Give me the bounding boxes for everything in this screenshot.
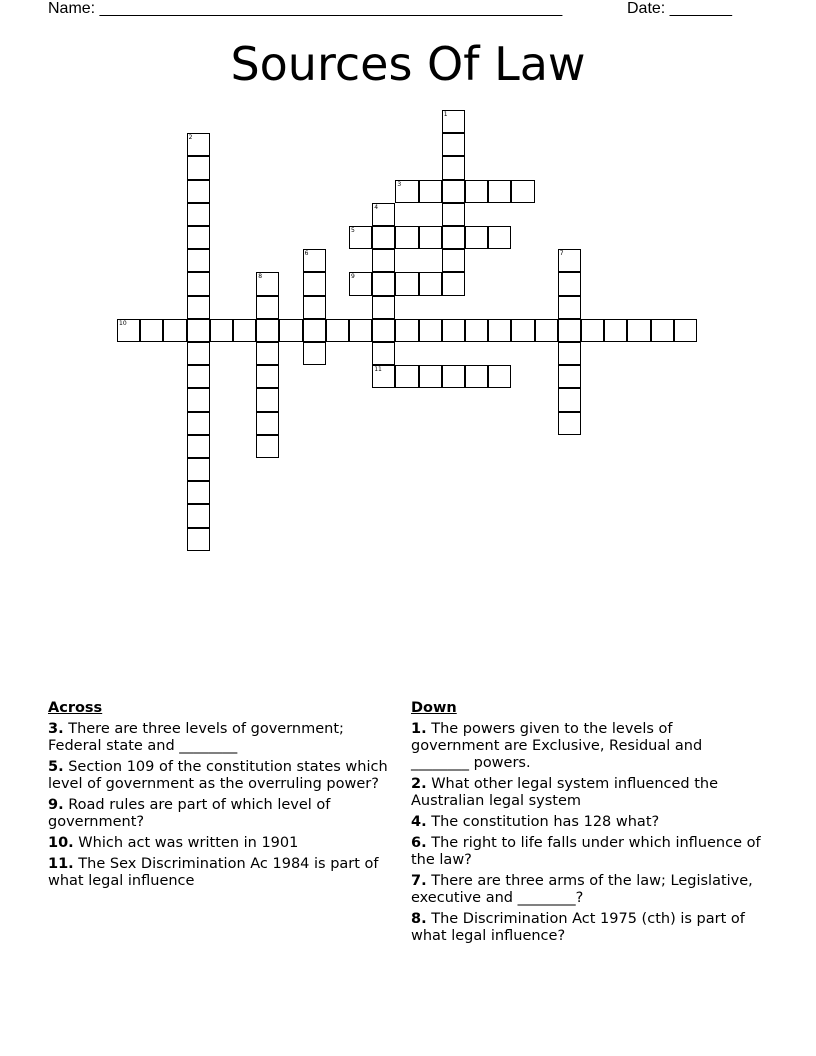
grid-cell[interactable]	[488, 365, 511, 388]
grid-cell[interactable]	[303, 249, 326, 272]
grid-cell[interactable]	[349, 226, 372, 249]
cell-number: 1	[443, 111, 448, 118]
grid-cell[interactable]	[442, 272, 465, 295]
clue-text: Road rules are part of which level of government?	[48, 797, 331, 830]
grid-cell[interactable]	[372, 226, 395, 249]
clue-text: The powers given to the levels of government are Exclusive, Residual and ________ powers.	[411, 721, 703, 771]
grid-cell[interactable]	[488, 226, 511, 249]
clue-across-5	[48, 759, 398, 793]
grid-cell[interactable]	[187, 319, 210, 342]
cell-number: 5	[351, 227, 355, 234]
grid-cell[interactable]	[442, 249, 465, 272]
clue-text: There are three arms of the law; Legislative, executive and ________?	[411, 873, 753, 906]
grid-cell[interactable]	[256, 272, 279, 295]
grid-cell[interactable]	[279, 319, 302, 342]
grid-cell[interactable]	[303, 342, 326, 365]
grid-cell[interactable]	[558, 342, 581, 365]
clue-across-9	[48, 797, 398, 831]
clue-text: The Sex Discrimination Ac 1984 is part of what legal influence	[48, 856, 379, 889]
across-clues	[48, 700, 398, 894]
cell-number: 3	[397, 180, 402, 188]
grid-cell[interactable]	[674, 319, 697, 342]
grid-cell[interactable]	[372, 342, 395, 365]
clue-across-10	[48, 835, 398, 852]
grid-cell[interactable]	[395, 226, 418, 249]
clue-text: The constitution has 128 what?	[431, 814, 660, 830]
grid-cell[interactable]	[187, 365, 210, 388]
grid-cell[interactable]	[187, 342, 210, 365]
grid-cell[interactable]	[140, 319, 163, 342]
cell-number: 2	[188, 134, 193, 142]
clue-text: Which act was written in 1901	[78, 835, 299, 851]
clue-down-1	[411, 721, 761, 772]
grid-cell[interactable]	[372, 203, 395, 226]
clue-down-4	[411, 814, 761, 831]
clue-number: 6.	[411, 835, 427, 851]
grid-cell[interactable]	[558, 412, 581, 435]
grid-cell[interactable]	[303, 319, 326, 342]
down-clues	[411, 700, 761, 949]
grid-cell[interactable]	[442, 319, 465, 342]
grid-cell[interactable]	[256, 435, 279, 458]
clue-number: 1.	[411, 721, 427, 737]
grid-cell[interactable]	[511, 319, 534, 342]
clue-text: The right to life falls under which influence of the law?	[411, 835, 761, 868]
grid-cell[interactable]	[651, 319, 674, 342]
grid-cell[interactable]	[187, 296, 210, 319]
grid-cell[interactable]	[210, 319, 233, 342]
grid-cell[interactable]	[372, 365, 395, 388]
clue-across-11	[48, 856, 398, 890]
cell-number: 11	[374, 366, 382, 374]
grid-cell[interactable]	[488, 180, 511, 203]
clue-number: 2.	[411, 776, 427, 792]
clue-number: 10.	[48, 835, 74, 851]
clue-number: 4.	[411, 814, 427, 830]
grid-cell[interactable]	[558, 296, 581, 319]
grid-cell[interactable]	[349, 319, 372, 342]
grid-cell[interactable]	[187, 203, 210, 226]
grid-cell[interactable]	[187, 388, 210, 411]
clue-down-6	[411, 835, 761, 869]
grid-cell[interactable]	[511, 180, 534, 203]
grid-cell[interactable]	[187, 156, 210, 179]
grid-cell[interactable]	[187, 435, 210, 458]
grid-cell[interactable]	[558, 319, 581, 342]
cell-number: 8	[258, 273, 263, 281]
clue-text: There are three levels of government; Federal state and ________	[48, 721, 344, 754]
clue-down-8	[411, 911, 761, 945]
clue-number: 8.	[411, 911, 427, 927]
clue-down-2	[411, 776, 761, 810]
grid-cell[interactable]	[442, 133, 465, 156]
grid-cell[interactable]	[604, 319, 627, 342]
cell-number: 6	[304, 250, 309, 258]
down-heading: Down	[411, 700, 457, 716]
grid-cell[interactable]	[372, 249, 395, 272]
grid-cell[interactable]	[419, 226, 442, 249]
grid-cell[interactable]	[187, 481, 210, 504]
grid-cell[interactable]	[465, 180, 488, 203]
grid-cell[interactable]	[326, 319, 349, 342]
clue-across-3	[48, 721, 398, 755]
clue-number: 3.	[48, 721, 64, 737]
grid-cell[interactable]	[163, 319, 186, 342]
clue-number: 7.	[411, 873, 427, 889]
grid-cell[interactable]	[465, 226, 488, 249]
date-field[interactable]: Date: _______	[627, 0, 732, 17]
cell-number: 7	[559, 250, 564, 258]
grid-cell[interactable]	[233, 319, 256, 342]
grid-cell[interactable]	[442, 365, 465, 388]
cell-number: 10	[119, 319, 127, 327]
grid-cell[interactable]	[117, 319, 140, 342]
grid-cell[interactable]	[442, 110, 465, 133]
grid-cell[interactable]	[395, 365, 418, 388]
clue-text: Section 109 of the constitution states which level of government as the overruling power?	[48, 759, 388, 792]
grid-cell[interactable]	[372, 319, 395, 342]
grid-cell[interactable]	[395, 319, 418, 342]
grid-cell[interactable]	[488, 319, 511, 342]
page-title: Sources Of Law	[230, 37, 586, 91]
grid-cell[interactable]	[558, 365, 581, 388]
grid-cell[interactable]	[372, 296, 395, 319]
cell-number: 4	[374, 203, 379, 211]
grid-cell[interactable]	[558, 249, 581, 272]
grid-cell[interactable]	[187, 180, 210, 203]
grid-cell[interactable]	[395, 180, 418, 203]
grid-cell[interactable]	[442, 226, 465, 249]
grid-cell[interactable]	[442, 156, 465, 179]
across-heading: Across	[48, 700, 103, 716]
grid-cell[interactable]	[187, 133, 210, 156]
grid-cell[interactable]	[558, 388, 581, 411]
grid-cell[interactable]	[187, 504, 210, 527]
grid-cell[interactable]	[256, 412, 279, 435]
grid-cell[interactable]	[419, 365, 442, 388]
grid-cell[interactable]	[187, 249, 210, 272]
grid-cell[interactable]	[187, 458, 210, 481]
grid-cell[interactable]	[187, 412, 210, 435]
clue-number: 5.	[48, 759, 64, 775]
grid-cell[interactable]	[581, 319, 604, 342]
clue-text: What other legal system influenced the Australian legal system	[411, 776, 719, 809]
clue-number: 11.	[48, 856, 74, 872]
grid-cell[interactable]	[349, 272, 372, 295]
clue-text: The Discrimination Act 1975 (cth) is part of what legal influence?	[411, 911, 745, 944]
grid-cell[interactable]	[256, 296, 279, 319]
grid-cell[interactable]	[256, 388, 279, 411]
grid-cell[interactable]	[256, 365, 279, 388]
grid-cell[interactable]	[442, 180, 465, 203]
grid-cell[interactable]	[187, 272, 210, 295]
grid-cell[interactable]	[419, 319, 442, 342]
grid-cell[interactable]	[419, 272, 442, 295]
clue-number: 9.	[48, 797, 64, 813]
grid-cell[interactable]	[303, 296, 326, 319]
name-field[interactable]: Name: ____________________________________________________	[48, 0, 563, 17]
grid-cell[interactable]	[419, 180, 442, 203]
grid-cell[interactable]	[372, 272, 395, 295]
grid-cell[interactable]	[627, 319, 650, 342]
grid-cell[interactable]	[535, 319, 558, 342]
grid-cell[interactable]	[465, 319, 488, 342]
grid-cell[interactable]	[395, 272, 418, 295]
grid-cell[interactable]	[465, 365, 488, 388]
grid-cell[interactable]	[442, 203, 465, 226]
grid-cell[interactable]	[558, 272, 581, 295]
grid-cell[interactable]	[187, 226, 210, 249]
grid-cell[interactable]	[303, 272, 326, 295]
grid-cell[interactable]	[256, 342, 279, 365]
cell-number: 9	[351, 273, 355, 281]
grid-cell[interactable]	[187, 528, 210, 551]
clue-down-7	[411, 873, 761, 907]
grid-cell[interactable]	[256, 319, 279, 342]
